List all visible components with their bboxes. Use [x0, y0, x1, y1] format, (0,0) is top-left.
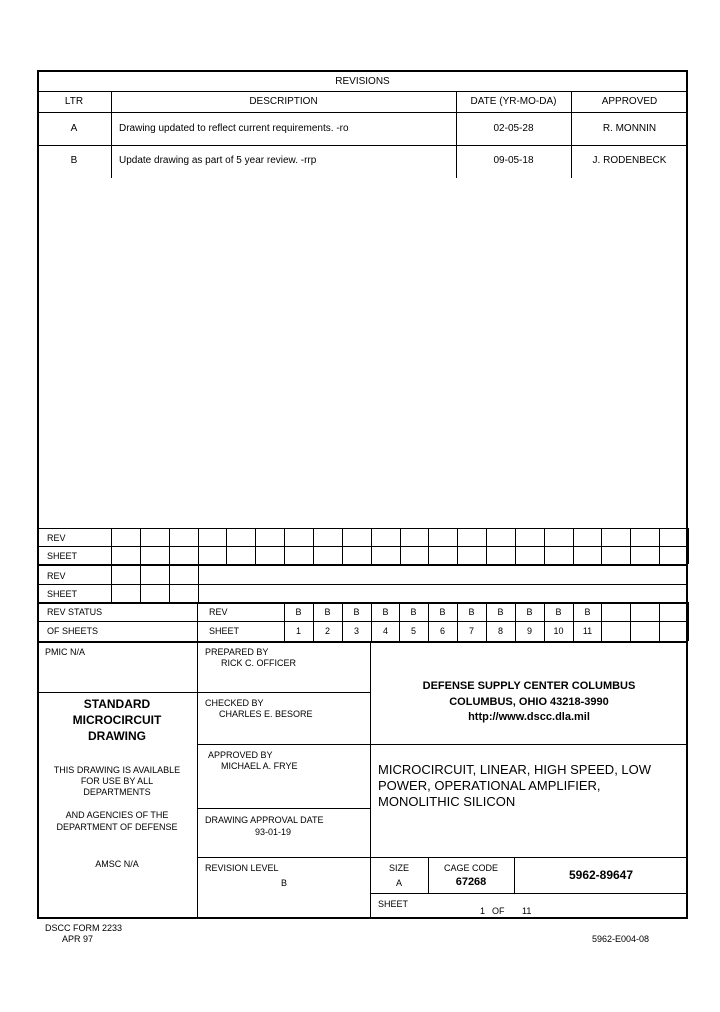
grid-line: [457, 528, 458, 564]
agency-name: DEFENSE SUPPLY CENTER COLUMBUS: [422, 680, 636, 692]
drawing-title: MONOLITHIC SILICON: [378, 794, 516, 809]
sheet-number-cell: 4: [382, 626, 388, 636]
availability-text: AND AGENCIES OF THE: [65, 810, 169, 820]
checked-name: CHARLES E. BESORE: [219, 709, 313, 719]
grid-line: [659, 602, 660, 641]
grid-sheet-label: SHEET: [47, 589, 78, 599]
drawing-number: 5962-89647: [568, 868, 634, 882]
sheet-label: SHEET: [378, 899, 409, 909]
drawing-title: MICROCIRCUIT, LINEAR, HIGH SPEED, LOW: [378, 762, 652, 777]
grid-sheet-label: SHEET: [47, 551, 78, 561]
grid-line: [140, 528, 141, 602]
grid-line: [601, 528, 602, 564]
availability-text: DEPARTMENTS: [83, 787, 151, 797]
grid-line: [428, 528, 429, 564]
cage-code-label: CAGE CODE: [443, 863, 498, 873]
rev-status-sheet-label: SHEET: [209, 626, 240, 636]
availability-text: THIS DRAWING IS AVAILABLE: [53, 765, 181, 775]
revision-level-value: B: [281, 878, 288, 888]
availability-text: FOR USE BY ALL: [80, 776, 154, 786]
size-value: A: [395, 878, 402, 888]
sheet-total: 11: [522, 906, 532, 916]
grid-line: [111, 528, 112, 602]
rev-status-cell: B: [295, 607, 302, 617]
grid-line: [313, 528, 314, 564]
revision-level-label: REVISION LEVEL: [205, 863, 279, 873]
header-date: DATE (YR-MO-DA): [470, 96, 557, 107]
revision-date: 02-05-28: [493, 123, 534, 134]
approval-date-value: 93-01-19: [255, 827, 292, 837]
rev-status-rev-label: REV: [209, 607, 228, 617]
rev-status-cell: B: [584, 607, 591, 617]
revision-description: Drawing updated to reflect current requirements. -ro: [119, 123, 349, 134]
sheet-number-cell: 8: [497, 626, 503, 636]
grid-line: [688, 602, 689, 641]
sheet-number-cell: 2: [324, 626, 330, 636]
grid-line: [342, 528, 343, 564]
rev-status-cell: B: [382, 607, 389, 617]
grid-line: [544, 528, 545, 564]
sheet-number-cell: 6: [439, 626, 445, 636]
approval-date-label: DRAWING APPROVAL DATE: [205, 815, 324, 825]
revision-ltr: B: [70, 155, 78, 166]
grid-rev-label: REV: [47, 571, 66, 581]
sheet-number-cell: 1: [295, 626, 301, 636]
rev-status-cell: B: [468, 607, 475, 617]
grid-line: [486, 528, 487, 564]
grid-line: [515, 528, 516, 564]
prepared-name: RICK C. OFFICER: [221, 658, 297, 668]
standard-title: STANDARD: [83, 697, 151, 711]
pmic-label: PMIC N/A: [45, 647, 86, 657]
sheet-number-cell: 10: [553, 626, 564, 636]
cage-code-value: 67268: [455, 876, 487, 888]
grid-rev-label: REV: [47, 533, 66, 543]
rev-status-cell: B: [324, 607, 331, 617]
grid-line: [573, 528, 574, 564]
revisions-title: REVISIONS: [335, 76, 390, 87]
prepared-label: PREPARED BY: [205, 647, 269, 657]
grid-line: [284, 528, 285, 564]
agency-address: COLUMBUS, OHIO 43218-3990: [449, 696, 609, 708]
of-sheets-label: OF SHEETS: [47, 626, 99, 636]
sheet-number-cell: 9: [526, 626, 532, 636]
revision-approver: R. MONNIN: [602, 123, 657, 134]
drawing-title: POWER, OPERATIONAL AMPLIFIER,: [378, 778, 601, 793]
grid-line: [630, 602, 631, 641]
rev-status-cell: B: [439, 607, 446, 617]
size-label: SIZE: [388, 863, 409, 873]
rev-status-cell: B: [497, 607, 504, 617]
standard-title: DRAWING: [88, 729, 146, 743]
revision-ltr: A: [70, 123, 78, 134]
grid-line: [371, 528, 372, 564]
sheet-number-cell: 7: [468, 626, 474, 636]
approved-name: MICHAEL A. FRYE: [221, 761, 298, 771]
rev-status-cell: B: [353, 607, 360, 617]
sheet-of: OF: [492, 906, 505, 916]
grid-line: [198, 528, 199, 602]
grid-line: [226, 528, 227, 564]
rev-status-cell: B: [555, 607, 562, 617]
agency-url: http://www.dscc.dla.mil: [468, 711, 590, 723]
header-approved: APPROVED: [601, 96, 658, 107]
approved-label: APPROVED BY: [208, 750, 273, 760]
standard-title: MICROCIRCUIT: [72, 713, 162, 727]
sheet-number-cell: 11: [582, 626, 593, 636]
sheet-number-cell: 3: [353, 626, 359, 636]
form-number: DSCC FORM 2233: [45, 923, 123, 933]
grid-line: [400, 528, 401, 564]
grid-line: [630, 528, 631, 564]
rev-status-cell: B: [410, 607, 417, 617]
checked-label: CHECKED BY: [205, 698, 264, 708]
document-code: 5962-E004-08: [592, 934, 650, 944]
grid-line: [255, 528, 256, 564]
rev-status-label: REV STATUS: [47, 607, 103, 617]
form-date: APR 97: [62, 934, 94, 944]
rev-status-cell: B: [526, 607, 533, 617]
grid-line: [659, 528, 660, 564]
sheet-number-cell: 5: [410, 626, 416, 636]
header-description: DESCRIPTION: [249, 96, 318, 107]
grid-line: [688, 528, 689, 564]
header-ltr: LTR: [64, 96, 84, 107]
amsc-label: AMSC N/A: [95, 859, 139, 869]
grid-line: [169, 528, 170, 602]
revision-description: Update drawing as part of 5 year review. -rrp: [119, 155, 317, 166]
availability-text: DEPARTMENT OF DEFENSE: [56, 822, 178, 832]
revision-date: 09-05-18: [493, 155, 534, 166]
sheet-current: 1: [480, 906, 486, 916]
revision-approver: J. RODENBECK: [592, 155, 667, 166]
